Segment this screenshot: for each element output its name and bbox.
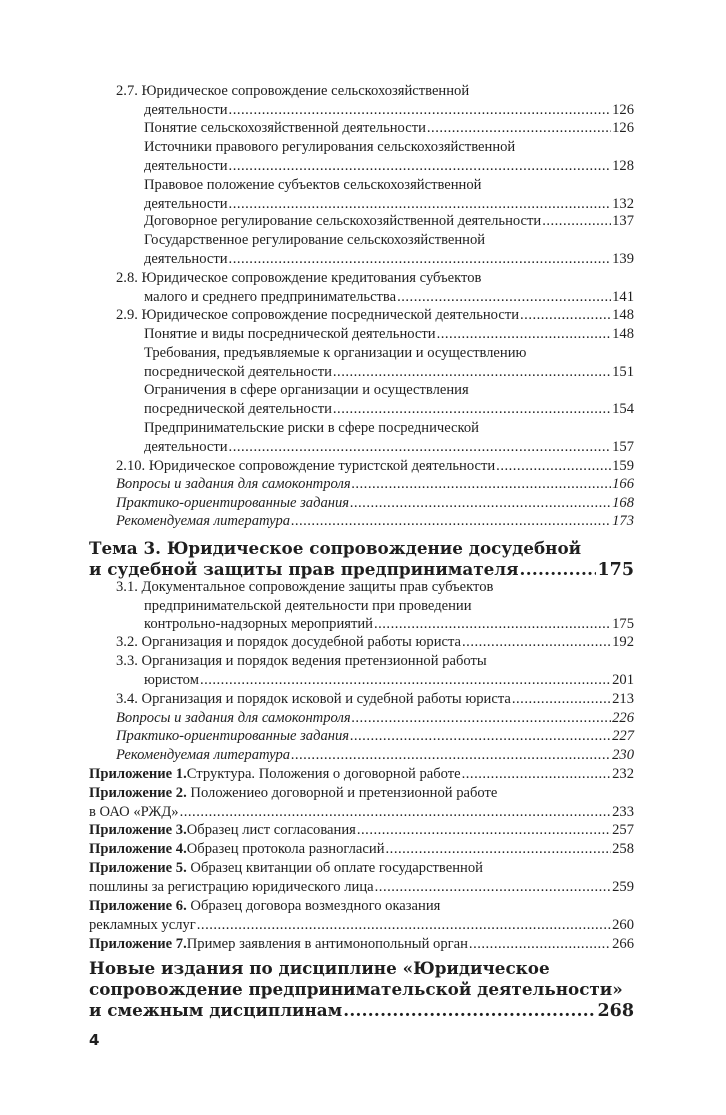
appendix-label: Приложение 3. [89, 822, 187, 838]
dot-leader [333, 400, 611, 419]
toc-entry [116, 269, 634, 306]
toc-page-number: 126 [612, 101, 634, 118]
dot-leader [520, 306, 611, 325]
toc-entry [89, 765, 634, 784]
toc-page-number: 175 [612, 616, 634, 632]
toc-entry-title: Образец договора возмездного оказания [186, 898, 441, 914]
dot-leader [291, 746, 611, 765]
toc-entry-title: посреднической деятельности [144, 400, 332, 417]
toc-page-number: 173 [612, 513, 634, 529]
toc-entry [144, 138, 634, 175]
toc-page-number: 128 [612, 157, 634, 174]
toc-entry-title: Понятие сельскохозяйственной деятельности [144, 120, 426, 136]
dot-leader [229, 438, 612, 457]
appendix-label: Приложение 5. [89, 860, 187, 876]
toc-page-number: 257 [612, 822, 634, 838]
dot-leader [512, 690, 611, 709]
dot-leader [462, 765, 611, 784]
toc-page-number: 141 [612, 288, 634, 305]
toc-entry-title: деятельности [144, 157, 228, 174]
toc-entry-title: Положениео договорной и претензионной работе [186, 785, 498, 801]
toc-entry [144, 176, 634, 213]
dot-leader [180, 803, 612, 822]
toc-entry-title: малого и среднего предпринимательства [144, 288, 397, 305]
toc-entry-title: 3.4. Организация и порядок исковой и судебной работы юриста [116, 691, 511, 707]
toc-page-number: 132 [612, 195, 634, 212]
dot-leader [397, 288, 611, 307]
toc-page-number: 226 [612, 710, 634, 726]
toc-page-number: 175 [597, 560, 634, 580]
toc-entry [116, 475, 634, 494]
dot-leader [386, 840, 612, 859]
dot-leader [343, 1000, 596, 1021]
toc-entry [116, 494, 634, 513]
toc-entry [144, 344, 634, 381]
dot-leader [229, 195, 612, 214]
toc-entry-title: Новые издания по дисциплине «Юридическое [89, 958, 550, 978]
toc-entry-title: Образец лист согласования [186, 822, 356, 838]
toc-entry [116, 727, 634, 746]
toc-entry-title: Ограничения в сфере организации и осуществления [144, 382, 469, 398]
toc-entry [89, 897, 634, 934]
toc-entry [89, 821, 634, 840]
toc-entry-title: деятельности [144, 250, 228, 267]
toc-entry-title: Тема 3. Юридическое сопровождение досудебной [89, 538, 582, 558]
dot-leader [427, 119, 611, 138]
dot-leader [496, 457, 611, 476]
toc-page-number: 230 [612, 747, 634, 763]
appendix-label: Приложение 2. [89, 785, 187, 801]
toc-entry-title: 2.7. Юридическое сопровождение сельскохозяйственной [116, 83, 470, 99]
toc-entry [116, 690, 634, 709]
toc-page-number: 159 [612, 458, 634, 474]
toc-entry [89, 840, 634, 859]
toc-entry-title: контрольно-надзорных мероприятий [144, 616, 373, 632]
toc-entry [89, 935, 634, 954]
toc-entry [144, 212, 634, 231]
toc-entry-title: деятельности [144, 195, 228, 212]
toc-entry-title: деятельности [144, 101, 228, 118]
toc-entry-title: 3.3. Организация и порядок ведения претензионной работы [116, 653, 487, 669]
dot-leader [333, 363, 611, 382]
appendix-label: Приложение 1. [89, 766, 187, 782]
toc-entry [144, 325, 634, 344]
toc-page-number: 258 [612, 841, 634, 857]
dot-leader [462, 633, 611, 652]
toc-entry [144, 119, 634, 138]
toc-page-number: 126 [612, 120, 634, 136]
toc-entry [116, 746, 634, 765]
toc-page-number: 148 [612, 326, 634, 342]
toc-entry-title: Образец протокола разногласий [186, 841, 385, 857]
dot-leader [229, 250, 612, 269]
toc-entry [116, 512, 634, 531]
appendix-label: Приложение 4. [89, 841, 187, 857]
toc-entry-title: пошлины за регистрацию юридического лица [89, 878, 374, 895]
dot-leader [520, 559, 597, 580]
toc-entry-title: Пример заявления в антимонопольный орган [186, 936, 468, 952]
dot-leader [375, 878, 611, 897]
toc-entry [116, 578, 634, 634]
toc-entry-title: Структура. Положения о договорной работе [186, 766, 461, 782]
page-number: 4 [89, 1031, 100, 1049]
toc-entry-title: предпринимательской деятельности при проведении [144, 597, 472, 614]
dot-leader [352, 709, 612, 728]
dot-leader [374, 615, 611, 634]
toc-entry-title: посреднической деятельности [144, 363, 332, 380]
toc-page-number: 213 [612, 691, 634, 707]
toc-entry-title: Государственное регулирование сельскохозяйственной [144, 232, 486, 248]
toc-entry-title: Рекомендуемая литература [116, 747, 291, 763]
toc-page-number: 148 [612, 307, 634, 323]
toc-entry-title: Понятие и виды посреднической деятельности [144, 326, 436, 342]
appendix-label: Приложение 6. [89, 898, 187, 914]
dot-leader [469, 935, 611, 954]
toc-entry-title: в ОАО «РЖД» [89, 803, 179, 820]
toc-page-number: 227 [612, 728, 634, 744]
toc-entry-title: Предпринимательские риски в сфере посреднической [144, 420, 479, 436]
toc-entry-title: юристом [144, 671, 199, 688]
toc-entry-title: 2.10. Юридическое сопровождение туристской деятельности [116, 458, 496, 474]
toc-entry-title: Вопросы и задания для самоконтроля [116, 476, 351, 492]
toc-page-number: 192 [612, 634, 634, 650]
toc-page-number: 266 [612, 936, 634, 952]
toc-page-number: 168 [612, 495, 634, 511]
toc-entry [144, 231, 634, 268]
toc-page-number: 260 [612, 916, 634, 933]
toc-entry-title: деятельности [144, 438, 228, 455]
dot-leader [352, 475, 612, 494]
toc-entry [116, 633, 634, 652]
dot-leader [357, 821, 611, 840]
dot-leader [291, 512, 611, 531]
toc-entry [89, 538, 634, 581]
dot-leader [350, 494, 611, 513]
toc-entry [89, 958, 634, 1022]
toc-entry [116, 652, 634, 689]
dot-leader [542, 212, 611, 231]
toc-entry-title: Образец квитанции об оплате государственной [186, 860, 483, 876]
toc-entry-title: Вопросы и задания для самоконтроля [116, 710, 351, 726]
toc-entry-title: Договорное регулирование сельскохозяйственной деятельности [144, 213, 542, 229]
toc-page-number: 137 [612, 213, 634, 229]
toc-entry-title: Практико-ориентированные задания [116, 728, 350, 744]
toc-entry-title: сопровождение предпринимательской деятельности» [89, 979, 623, 999]
toc-entry [116, 457, 634, 476]
toc-entry [144, 419, 634, 456]
dot-leader [229, 101, 612, 120]
toc-entry-title: и смежным дисциплинам [89, 1000, 343, 1020]
toc-entry-title: 3.2. Организация и порядок досудебной работы юриста [116, 634, 462, 650]
toc-entry-title: 3.1. Документальное сопровождение защиты прав субъектов [116, 579, 494, 595]
toc-entry [116, 306, 634, 325]
toc-entry-title: Практико-ориентированные задания [116, 495, 350, 511]
toc-page-number: 259 [612, 878, 634, 895]
toc-entry [89, 784, 634, 821]
toc-page-number: 154 [612, 400, 634, 417]
dot-leader [200, 671, 611, 690]
dot-leader [350, 727, 611, 746]
appendix-label: Приложение 7. [89, 936, 187, 952]
toc-entry-title: 2.8. Юридическое сопровождение кредитования субъектов [116, 270, 482, 286]
toc-page-number: 232 [612, 766, 634, 782]
toc-page-number: 166 [612, 476, 634, 492]
toc-entry-title: и судебной защиты прав предпринимателя [89, 559, 519, 579]
toc-entry [116, 709, 634, 728]
toc-entry [89, 859, 634, 896]
toc-entry-title: рекламных услуг [89, 916, 196, 933]
dot-leader [197, 916, 611, 935]
toc-entry-title: Источники правового регулирования сельскохозяйственной [144, 139, 516, 155]
dot-leader [229, 157, 612, 176]
toc-entry-title: 2.9. Юридическое сопровождение посреднической деятельности [116, 307, 520, 323]
toc-page-number: 201 [612, 671, 634, 688]
toc-entry-title: Правовое положение субъектов сельскохозяйственной [144, 177, 482, 193]
toc-page-number: 157 [612, 438, 634, 455]
dot-leader [437, 325, 612, 344]
toc-entry [144, 381, 634, 418]
toc-page-number: 151 [612, 363, 634, 380]
toc-page-number: 233 [612, 803, 634, 820]
toc-page-number: 268 [597, 1001, 634, 1021]
toc-entry-title: Рекомендуемая литература [116, 513, 291, 529]
toc-entry-title: Требования, предъявляемые к организации и осуществлению [144, 345, 527, 361]
toc-entry [116, 82, 634, 119]
toc-page-number: 139 [612, 250, 634, 267]
